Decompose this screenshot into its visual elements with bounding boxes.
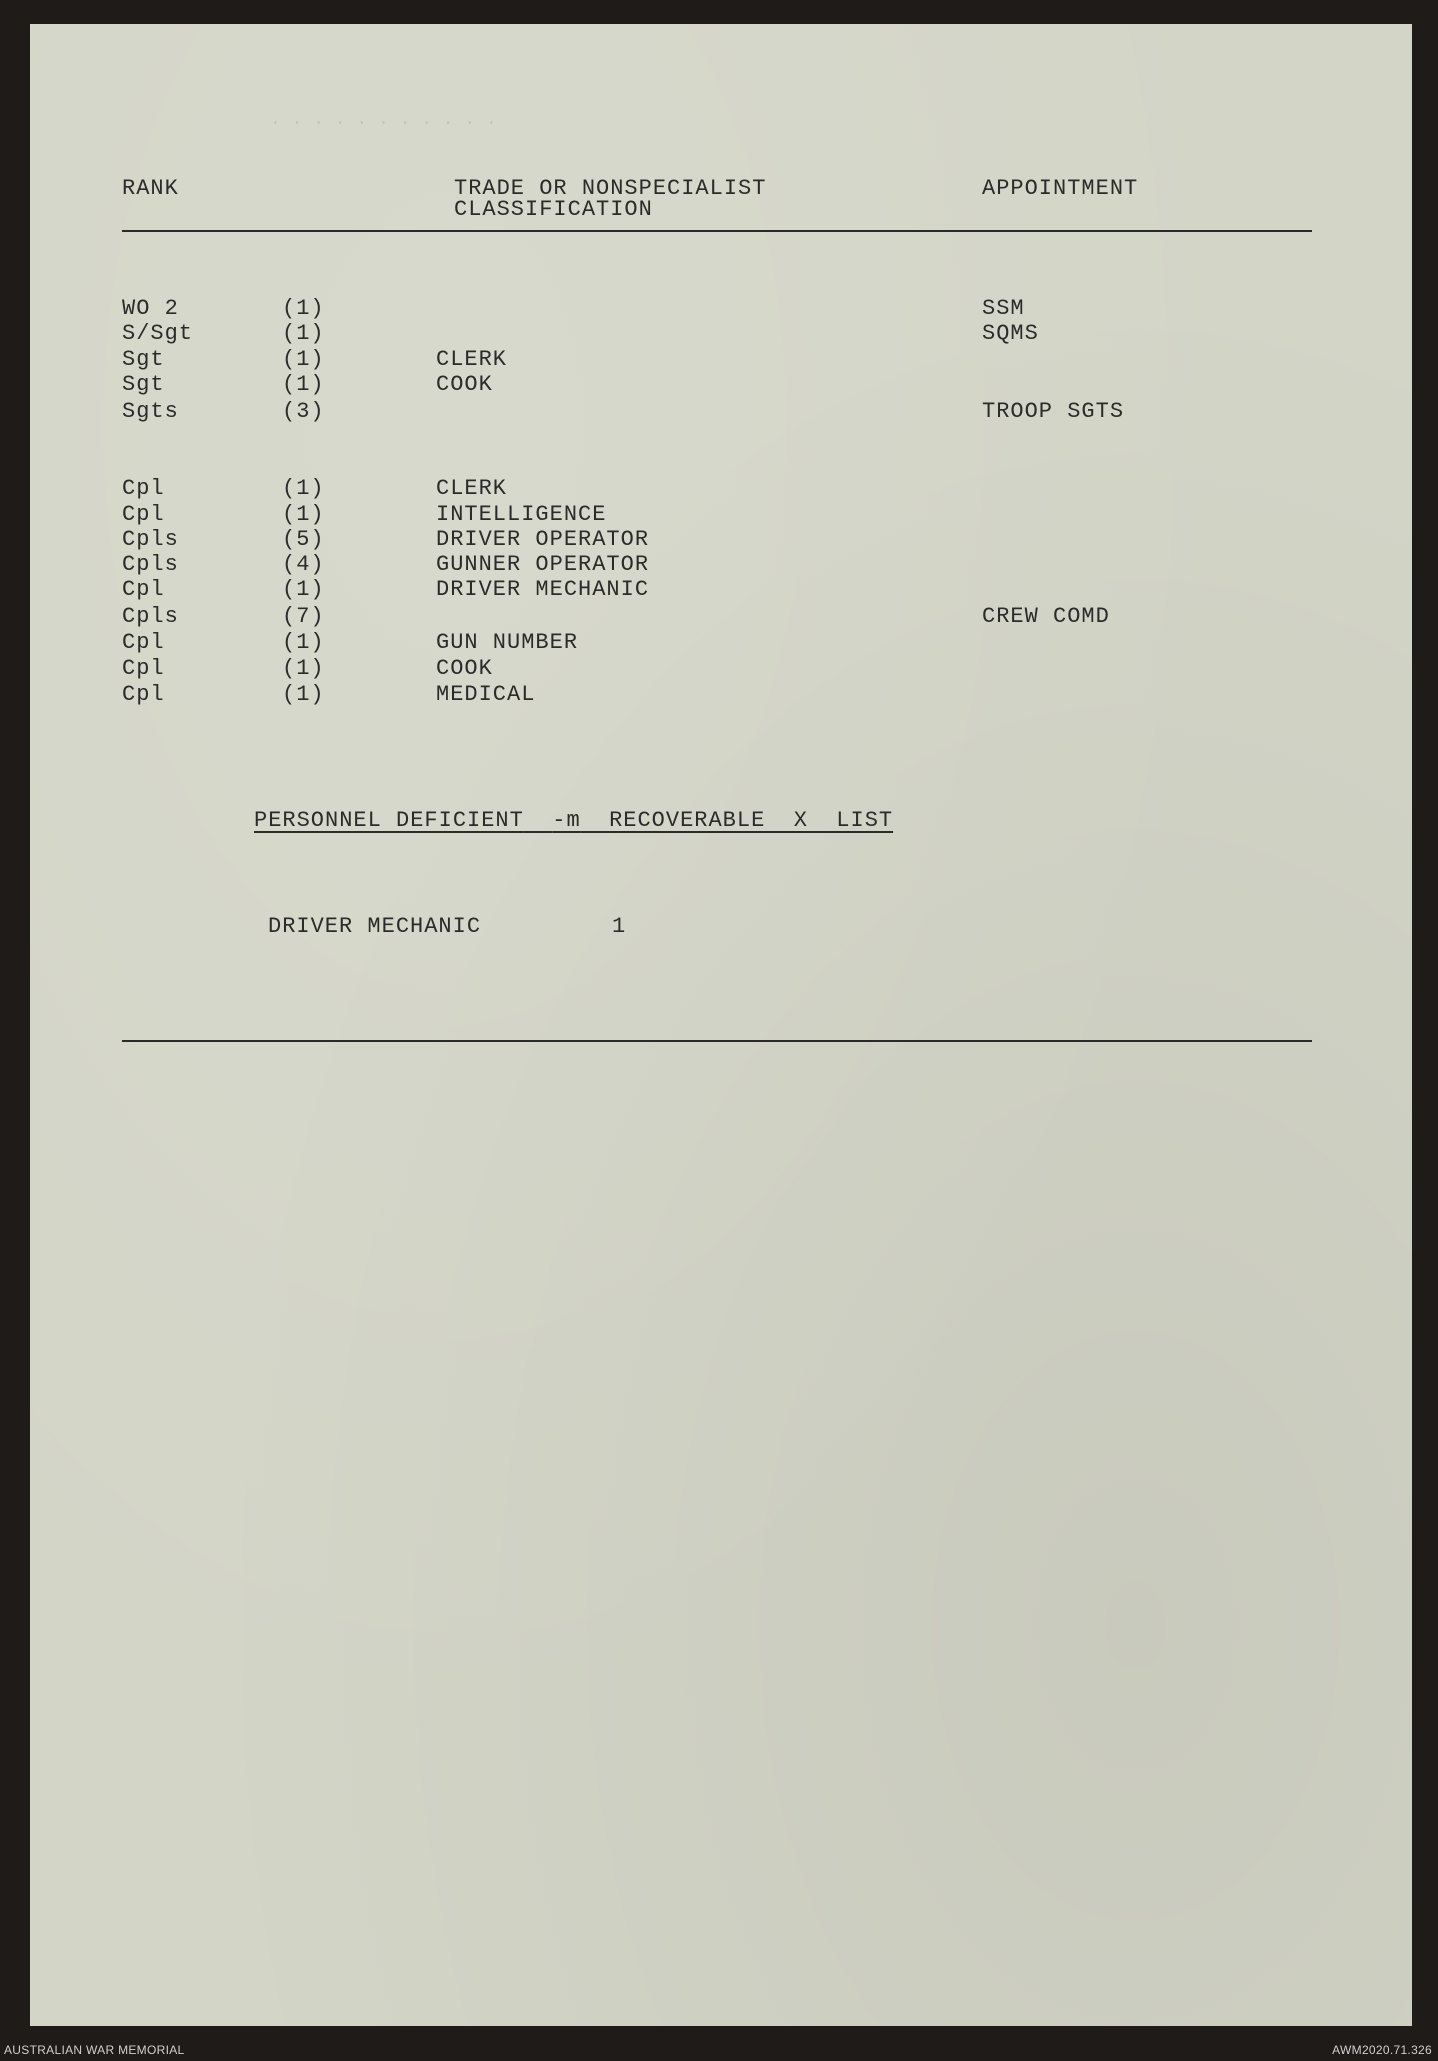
row-appointment: CREW COMD [982,604,1110,629]
row-rank: Cpl [122,502,165,527]
column-header-rank: RANK [122,176,179,201]
row-count: (4) [282,552,325,577]
row-rank: Sgts [122,399,179,424]
deficient-heading-part3: RECOVERABLE X LIST [609,808,894,833]
row-rank: WO 2 [122,296,179,321]
row-trade: MEDICAL [436,682,536,707]
row-count: (1) [282,372,325,397]
deficient-item-count: 1 [612,914,627,939]
row-rank: Sgt [122,372,165,397]
deficient-heading-part2: -m [552,808,581,833]
row-trade: COOK [436,656,493,681]
row-rank: Cpls [122,527,179,552]
row-appointment: TROOP SGTS [982,399,1125,424]
row-count: (1) [282,656,325,681]
row-count: (7) [282,604,325,629]
bleed-through-text: · · · · · · · · · · · [270,114,497,134]
footer-accession-number: AWM2020.71.326 [1332,2043,1432,2057]
document-page [30,24,1412,2026]
row-rank: S/Sgt [122,321,194,346]
row-count: (1) [282,296,325,321]
bottom-rule [122,1040,1312,1042]
row-trade: CLERK [436,476,508,501]
column-header-trade-line2: CLASSIFICATION [454,197,653,222]
row-appointment: SQMS [982,321,1039,346]
row-trade: GUNNER OPERATOR [436,552,650,577]
row-count: (1) [282,476,325,501]
deficient-item-label: DRIVER MECHANIC [268,914,482,939]
row-count: (3) [282,399,325,424]
row-trade: GUN NUMBER [436,630,579,655]
row-count: (1) [282,682,325,707]
row-appointment: SSM [982,296,1025,321]
row-count: (1) [282,347,325,372]
row-rank: Cpls [122,604,179,629]
deficient-heading [254,808,893,834]
row-rank: Cpl [122,577,165,602]
row-trade: DRIVER MECHANIC [436,577,650,602]
row-count: (1) [282,577,325,602]
row-trade: COOK [436,372,493,397]
row-rank: Cpl [122,656,165,681]
row-count: (1) [282,502,325,527]
row-trade: CLERK [436,347,508,372]
footer-collection: AUSTRALIAN WAR MEMORIAL [4,2043,185,2057]
row-trade: INTELLIGENCE [436,502,607,527]
row-rank: Cpl [122,630,165,655]
header-rule [122,230,1312,232]
column-header-appointment: APPOINTMENT [982,176,1139,201]
row-rank: Sgt [122,347,165,372]
row-rank: Cpl [122,682,165,707]
row-count: (1) [282,630,325,655]
row-count: (5) [282,527,325,552]
deficient-heading-part1: PERSONNEL DEFICIENT [254,808,524,833]
row-rank: Cpls [122,552,179,577]
row-rank: Cpl [122,476,165,501]
column-header-trade-line1: TRADE OR NONSPECIALIST [454,176,767,201]
row-trade: DRIVER OPERATOR [436,527,650,552]
row-count: (1) [282,321,325,346]
